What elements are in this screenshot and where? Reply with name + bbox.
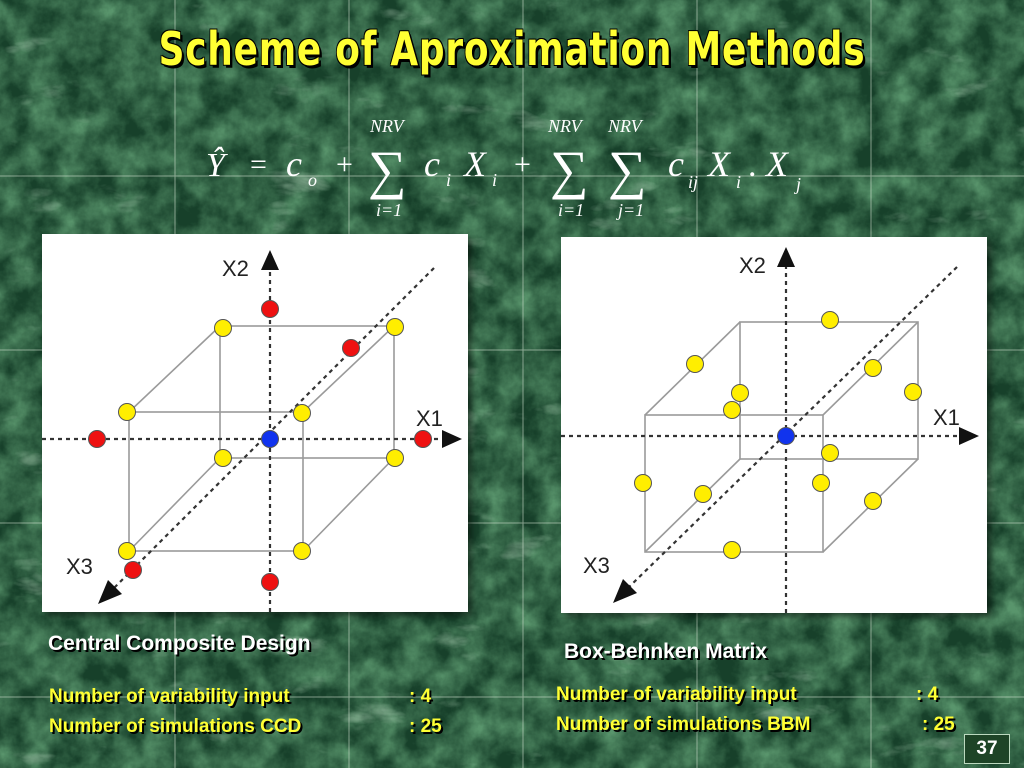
formula-plus-1: +	[336, 148, 353, 181]
formula-ci: c	[424, 144, 440, 184]
formula-c0: c	[286, 144, 302, 184]
bbm-edge-point	[687, 356, 704, 373]
bbm-diagram	[561, 237, 987, 613]
regression-formula	[200, 108, 840, 228]
ccd-star-point	[415, 431, 432, 448]
ccd-corner-point	[215, 450, 232, 467]
bbm-edge-point	[905, 384, 922, 401]
ccd-star-point	[343, 340, 360, 357]
slide-title: Scheme of Aproximation Methods	[158, 22, 866, 76]
bbm-edge-point	[635, 475, 652, 492]
page-number: 37	[964, 734, 1010, 764]
bbm-x2-arrowhead	[777, 247, 795, 267]
ccd-diagram-panel	[42, 234, 468, 612]
formula-cij: c	[668, 144, 684, 184]
bbm-edge-point	[865, 360, 882, 377]
ccd-corner-point	[294, 405, 311, 422]
formula-xj: X	[766, 144, 788, 184]
bbm-x1-arrowhead	[959, 427, 979, 445]
ccd-star-point	[262, 301, 279, 318]
ccd-star-point	[125, 562, 142, 579]
ccd-corner-point	[294, 543, 311, 560]
ccd-star-point	[89, 431, 106, 448]
ccd-caption: Central Composite Design	[48, 632, 311, 655]
bbm-edge-point	[813, 475, 830, 492]
sum2-lower: i=1	[558, 200, 585, 220]
ccd-axis-x2: X2	[222, 256, 249, 281]
ccd-x1-arrowhead	[442, 430, 462, 448]
sum2-sign: ∑	[550, 140, 589, 200]
sum1-lower: i=1	[376, 200, 403, 220]
bbm-x3-arrowhead	[613, 579, 637, 603]
bbm-edge-point	[822, 312, 839, 329]
bbm-edge-point	[695, 486, 712, 503]
ccd-diagram	[42, 234, 468, 612]
formula-ci-sub: i	[446, 170, 452, 190]
sum3-upper: NRV	[608, 116, 642, 136]
ccd-corner-point	[119, 543, 136, 560]
ccd-input-count-value: : 4	[409, 686, 432, 707]
bbm-simulation-count-value: : 25	[922, 714, 955, 735]
formula-dot: .	[748, 147, 757, 184]
sum3-sign: ∑	[608, 140, 647, 200]
ccd-corner-point	[119, 404, 136, 421]
formula-xj-sub: j	[796, 174, 802, 194]
sum2-upper: NRV	[548, 116, 582, 136]
sum1-sign: ∑	[368, 140, 407, 200]
bbm-input-count-label: Number of variability input	[556, 684, 797, 705]
formula-lhs: Ŷ	[206, 147, 225, 184]
bbm-edge-point	[732, 385, 749, 402]
ccd-axis-x3: X3	[66, 554, 93, 579]
formula-c0-sub: o	[308, 170, 317, 190]
sum1-upper: NRV	[370, 116, 404, 136]
formula-xi2-sub: i	[736, 172, 742, 192]
bbm-axes	[561, 265, 965, 613]
bbm-simulation-count-label: Number of simulations BBM	[556, 714, 811, 735]
bbm-center-point	[778, 428, 795, 445]
formula-xi2: X	[708, 144, 730, 184]
bbm-edge-point	[865, 493, 882, 510]
bbm-input-count-value: : 4	[916, 684, 939, 705]
ccd-corner-point	[215, 320, 232, 337]
ccd-star-point	[262, 574, 279, 591]
bbm-axis-x3: X3	[583, 553, 610, 578]
formula-plus-2: +	[514, 148, 531, 181]
ccd-x3-arrowhead	[98, 580, 122, 604]
bbm-diagram-panel	[561, 237, 987, 613]
bbm-axis-x1: X1	[933, 405, 960, 430]
formula-xi: X	[464, 144, 486, 184]
sum3-lower: j=1	[618, 200, 645, 220]
ccd-simulation-count-value: : 25	[409, 716, 442, 737]
ccd-axis-x1: X1	[416, 406, 443, 431]
ccd-corner-point	[387, 319, 404, 336]
bbm-edge-point	[724, 542, 741, 559]
ccd-x2-arrowhead	[261, 250, 279, 270]
bbm-caption: Box-Behnken Matrix	[564, 640, 768, 663]
ccd-center-point	[262, 431, 279, 448]
ccd-simulation-count-label: Number of simulations CCD	[49, 716, 302, 737]
bbm-edge-point	[822, 445, 839, 462]
bbm-edge-point	[724, 402, 741, 419]
formula-cij-sub: ij	[688, 172, 699, 192]
formula-equals: =	[250, 148, 267, 181]
ccd-corner-point	[387, 450, 404, 467]
ccd-input-count-label: Number of variability input	[49, 686, 290, 707]
bbm-axis-x2: X2	[739, 253, 766, 278]
formula-xi-sub: i	[492, 170, 498, 190]
